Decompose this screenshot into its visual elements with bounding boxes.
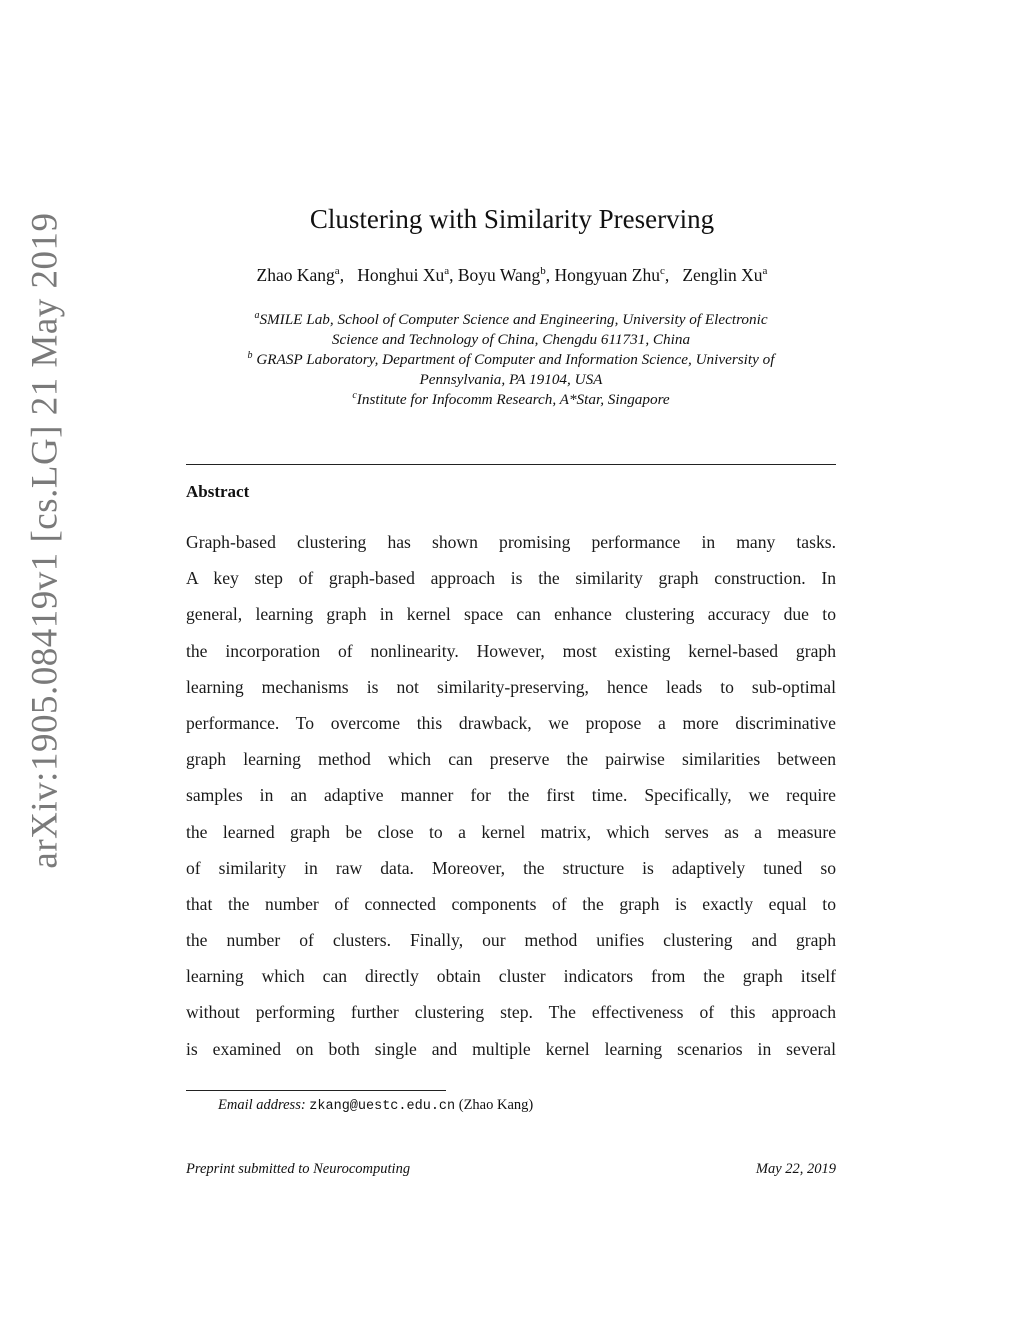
affiliation-line: Institute for Infocomm Research, A*Star, Singapore — [356, 391, 670, 409]
author-list: Zhao Kang$^a$, Honghui Xu$^a$, Boyu Wang$^b$, Hongyuan Zhu$^c$, Zenglin Xu$^a$ — [256, 265, 768, 285]
abstract-line: general, learning graph in kernel space can enhance clustering accuracy due to — [186, 604, 836, 625]
abstract-line: learning which can directly obtain cluster indicators from the graph itself — [186, 966, 836, 987]
abstract-line: is examined on both single and multiple kernel learning scenarios in several — [186, 1038, 836, 1059]
abstract-line: the number of clusters. Finally, our method unifies clustering and graph — [186, 930, 836, 951]
abstract-body — [186, 524, 836, 1067]
footnote-divider — [186, 1090, 446, 1091]
abstract-heading: Abstract — [186, 482, 250, 501]
affiliation-a — [186, 306, 836, 350]
arxiv-identifier-sidebar — [22, 140, 68, 940]
affiliation-line: GRASP Laboratory, Department of Computer and Information Science, University of — [252, 351, 775, 369]
author-affiliation-mark: b — [540, 265, 546, 278]
affiliation-mark: a — [254, 310, 260, 321]
abstract-line: the incorporation of nonlinearity. However, most existing kernel-based graph — [186, 640, 836, 661]
author-name: Zhao Kang — [256, 265, 335, 285]
footnote-label: Email address: — [218, 1097, 306, 1113]
abstract-line: learning mechanisms is not similarity-preserving, hence leads to sub-optimal — [186, 676, 836, 697]
author-name: Boyu Wang — [457, 265, 541, 285]
abstract-line: graph learning method which can preserve the pairwise similarities between — [186, 749, 836, 770]
abstract-line: performance. To overcome this drawback, we propose a more discriminative — [186, 712, 836, 733]
affiliation-b — [186, 346, 836, 390]
author-affiliation-mark: a — [444, 265, 450, 278]
affiliation-mark: b — [247, 350, 253, 361]
author-affiliation-mark: a — [762, 265, 768, 278]
affiliation-line: Science and Technology of China, Chengdu 611731, China — [331, 331, 691, 349]
footnote-owner: (Zhao Kang) — [458, 1097, 534, 1113]
abstract-line: of similarity in raw data. Moreover, the structure is adaptively tuned so — [186, 857, 836, 878]
title-divider — [186, 464, 836, 465]
author-affiliation-mark: c — [659, 265, 665, 278]
preprint-note: Preprint submitted to Neurocomputing — [186, 1161, 411, 1177]
email-link[interactable]: zkang@uestc.edu.cn — [309, 1099, 456, 1114]
author-affiliation-mark: a — [334, 265, 340, 278]
affiliation-line: SMILE Lab, School of Computer Science and Engineering, University of Electronic — [259, 311, 768, 329]
abstract-line: without performing further clustering step. The effectiveness of this approach — [186, 1002, 836, 1023]
paper-title: Clustering with Similarity Preserving — [309, 204, 715, 234]
author-name: Zenglin Xu — [682, 265, 763, 285]
abstract-line: the learned graph be close to a kernel matrix, which serves as a measure — [186, 821, 836, 842]
abstract-line: that the number of connected components of the graph is exactly equal to — [186, 893, 836, 914]
affiliation-c — [186, 386, 836, 410]
affiliation-mark: c — [352, 390, 357, 401]
footnote — [218, 1097, 533, 1114]
abstract-line: Graph-based clustering has shown promising performance in many tasks. — [186, 532, 836, 552]
author-name: Honghui Xu — [357, 265, 445, 285]
abstract-line: samples in an adaptive manner for the first time. Specifically, we require — [186, 785, 836, 806]
preprint-date: May 22, 2019 — [755, 1161, 836, 1177]
affiliation-line: Pennsylvania, PA 19104, USA — [419, 371, 603, 389]
abstract-line: A key step of graph-based approach is the similarity graph construction. In — [186, 568, 836, 589]
arxiv-id-text: arXiv:1905.08419v1 [cs.LG] 21 May 2019 — [24, 211, 66, 869]
author-name: Hongyuan Zhu — [554, 265, 660, 285]
